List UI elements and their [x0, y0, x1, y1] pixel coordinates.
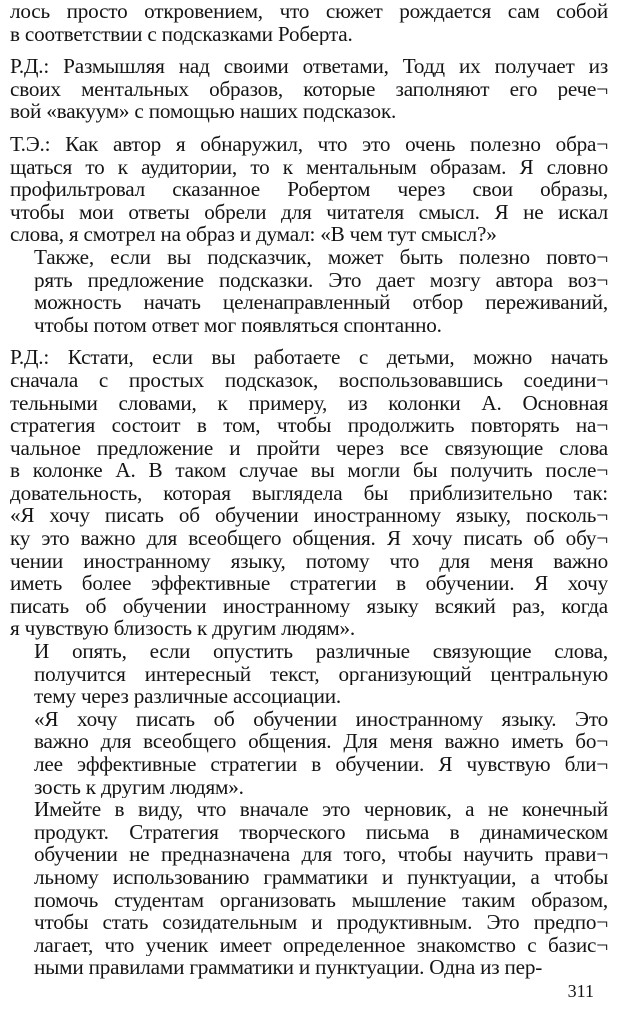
text-line: тельными словами, к примеру, из колонки А. Основная — [10, 391, 608, 415]
paragraph — [10, 346, 608, 640]
text-line: лагает, что ученик имеет определенное знакомство с базис¬ — [34, 933, 608, 957]
text-line: довательность, которая выглядела бы приблизительно так: — [10, 481, 608, 505]
text-line: своих ментальных образов, которые заполняют его рече¬ — [10, 77, 608, 101]
text-line: чтобы потом ответ мог появляться спонтанно. — [34, 313, 442, 337]
text-line: чальное предложение и пройти через все связующие слова — [10, 436, 608, 460]
text-line: получится интересный текст, организующий центральную — [34, 662, 608, 686]
text-line: Т.Э.: Как автор я обнаружил, что это очень полезно обра¬ — [10, 132, 608, 156]
text-line: можность начать целенаправленный отбор переживаний, — [34, 291, 608, 314]
text-line: чении иностранному языку, потому что для меня важно — [10, 549, 608, 573]
text-line: чтобы стать созидательным и продуктивным. Это предпо¬ — [34, 911, 608, 934]
text-line: важно для всеобщего общения. Для меня важно иметь бо¬ — [34, 730, 608, 753]
text-line: зость к другим людям». — [34, 775, 244, 799]
page-number: 311 — [567, 981, 594, 1001]
text-line: ными правилами грамматики и пунктуации. Одна из пер- — [34, 956, 543, 979]
text-line: рять предложение подсказки. Это дает мозгу автора воз¬ — [34, 268, 608, 292]
text-line: тему через различные ассоциации. — [34, 685, 341, 708]
text-line: профильтровал сказанное Робертом через свои образы, — [10, 178, 608, 201]
text-line: иметь более эффективные стратегии в обучении. Я хочу — [10, 572, 608, 595]
text-line: чтобы мои ответы обрели для читателя смысл. Я не искал — [10, 200, 608, 224]
text-line: стратегия состоит в том, чтобы продолжить повторять на¬ — [10, 414, 608, 437]
text-line: в соответствии с подсказками Роберта. — [10, 22, 353, 46]
text-line: «Я хочу писать об обучении иностранному языку. Это — [34, 707, 608, 731]
body-text — [10, 0, 608, 979]
text-line: продукт. Стратегия творческого письма в динамическом — [34, 820, 608, 844]
text-line: Р.Д.: Кстати, если вы работаете с детьми, можно начать — [10, 346, 608, 369]
text-line: писать об обучении иностранному языку всякий раз, когда — [10, 594, 608, 618]
paragraph — [10, 640, 608, 708]
paragraph — [10, 0, 608, 45]
paragraph — [10, 798, 608, 979]
paragraph — [10, 133, 608, 246]
text-line: вой «вакуум» с помощью наших подсказок. — [10, 100, 397, 123]
text-line: помочь студентам организовать мышление таким образом, — [34, 888, 608, 912]
text-line: Также, если вы подсказчик, может быть полезно повто¬ — [34, 245, 608, 269]
text-line: щаться то к аудитории, то к ментальным образам. Я словно — [10, 155, 608, 179]
paragraph — [10, 55, 608, 123]
text-line: я чувствую близость к другим людям». — [10, 617, 355, 641]
paragraph — [10, 708, 608, 798]
text-line: льному использованию грамматики и пунктуации, а чтобы — [34, 865, 608, 889]
text-line: ку это важно для всеобщего общения. Я хочу писать об обу¬ — [10, 527, 608, 550]
text-line: Имейте в виду, что вначале это черновик, а не конечный — [34, 798, 608, 821]
text-line: И опять, если опустить различные связующие слова, — [34, 640, 608, 663]
text-line: «Я хочу писать об обучении иностранному языку, посколь¬ — [10, 504, 608, 528]
text-line: в колонке А. В таком случае вы могли бы получить после¬ — [10, 459, 608, 482]
text-line: лось просто откровением, что сюжет рождается сам собой — [10, 0, 608, 23]
text-line: Р.Д.: Размышляя над своими ответами, Тодд их получает из — [10, 55, 608, 78]
text-line: сначала с простых подсказок, воспользовавшись соедини¬ — [10, 368, 608, 392]
text-line: лее эффективные стратегии в обучении. Я чувствую бли¬ — [34, 753, 608, 776]
paragraph — [10, 246, 608, 336]
text-line: обучении не предназначена для того, чтобы научить прави¬ — [34, 843, 608, 866]
text-line: слова, я смотрел на образ и думал: «В чем тут смысл?» — [10, 223, 497, 246]
